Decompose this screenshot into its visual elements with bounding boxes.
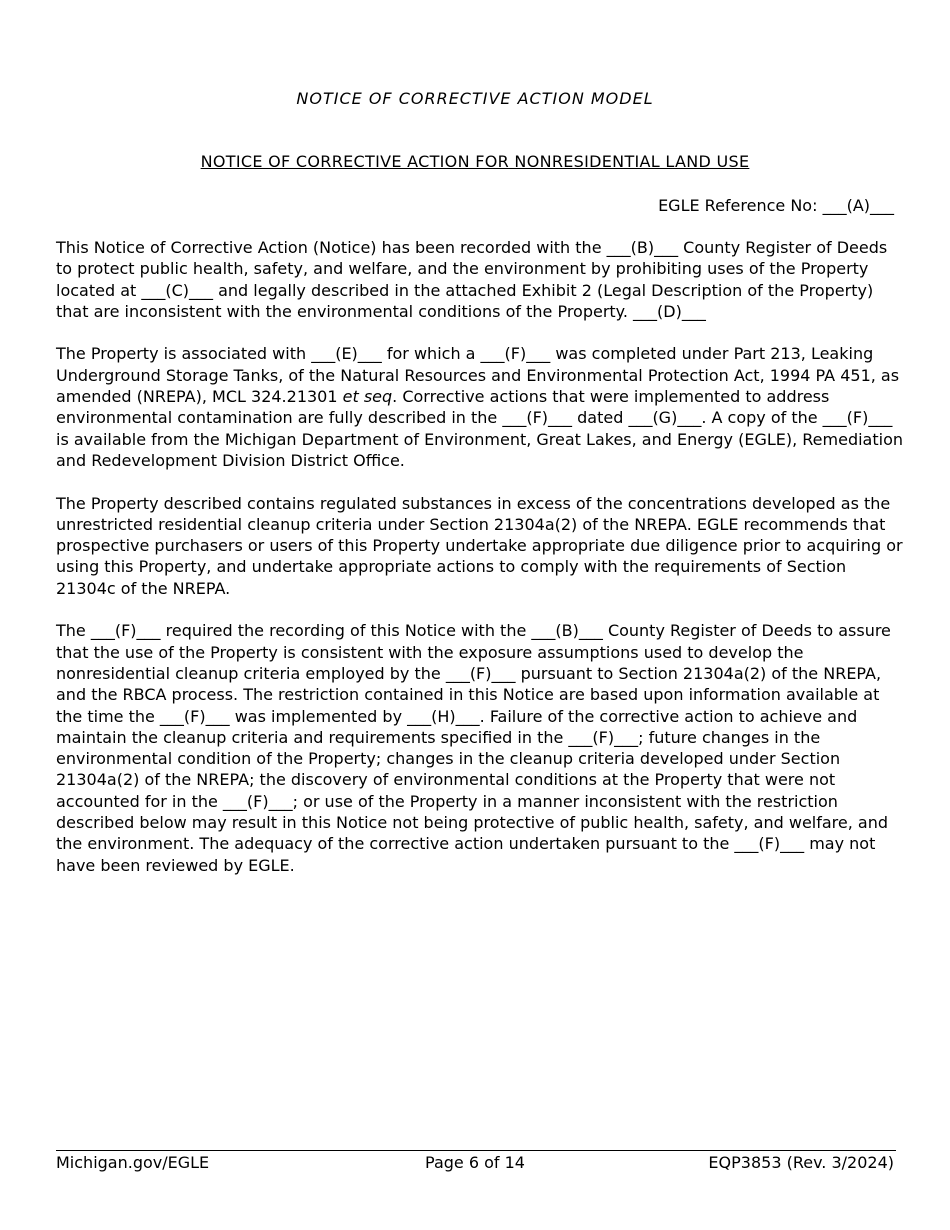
notice-body <box>56 237 904 897</box>
paragraph-association-italic: et seq <box>342 387 393 407</box>
footer-form-number: EQP3853 (Rev. 3/2024) <box>708 1153 894 1172</box>
footer-divider <box>56 1150 896 1151</box>
footer-page-number: Page 6 of 14 <box>425 1153 525 1172</box>
paragraph-association <box>56 343 904 471</box>
paragraph-association-text-2: . Corrective actions that were implemented to address environmental contamination are fully described in the ___(F)___ dated ___(G)___. A copy of the ___(F)___ is available from the Michigan Department of Environment, Great Lakes, and Energy (EGLE), Remediation and Redevelopment Division District Office. <box>56 387 904 470</box>
paragraph-regulated-substances: The Property described contains regulated substances in excess of the concentrations developed as the unrestricted residential cleanup criteria under Section 21304a(2) of the NREPA. EGLE recommends that prospective purchasers or users of this Property undertake appropriate due diligence prior to acquiring or using this Property, and undertake appropriate actions to comply with the requirements of Section 21304c of the NREPA. <box>56 493 903 598</box>
footer-website: Michigan.gov/EGLE <box>56 1153 210 1172</box>
paragraph-association-text-1: The Property is associated with ___(E)___ for which a ___(F)___ was completed under Part 213, Leaking Underground Storage Tanks, of the Natural Resources and Environmental Protection Act, 1994 PA 451, as amended (NREPA), MCL 324.21301 <box>56 344 900 407</box>
model-title: NOTICE OF CORRECTIVE ACTION MODEL <box>296 89 654 108</box>
paragraph-recording-requirement: The ___(F)___ required the recording of this Notice with the ___(B)___ County Register of Deeds to assure that the use of the Property is consistent with the exposure assumptions used to develop the nonresidential cleanup criteria employed by the ___(F)___ pursuant to Section 21304a(2) of the NREPA, and the RBCA process. The restriction contained in this Notice are based upon information available at the time the ___(F)___ was implemented by ___(H)___. Failure of the corrective action to achieve and maintain the cleanup criteria and requirements specified in the ___(F)___; future changes in the environmental condition of the Property; changes in the cleanup criteria developed under Section 21304a(2) of the NREPA; the discovery of environmental conditions at the Property that were not accounted for in the ___(F)___; or use of the Property in a manner inconsistent with the restriction described below may result in this Notice not being protective of public health, safety, and welfare, and the environment. The adequacy of the corrective action undertaken pursuant to the ___(F)___ may not have been reviewed by EGLE. <box>56 621 891 875</box>
reference-number: EGLE Reference No: ___(A)___ <box>658 196 894 215</box>
document-title: NOTICE OF CORRECTIVE ACTION FOR NONRESIDENTIAL LAND USE <box>200 152 750 171</box>
paragraph-purpose: This Notice of Corrective Action (Notice) has been recorded with the ___(B)___ County Register of Deeds to protect public health, safety, and welfare, and the environment by prohibiting uses of the Property located at ___(C)___ and legally described in the attached Exhibit 2 (Legal Description of the Property) that are inconsistent with the environmental conditions of the Property. ___(D)___ <box>56 238 888 321</box>
